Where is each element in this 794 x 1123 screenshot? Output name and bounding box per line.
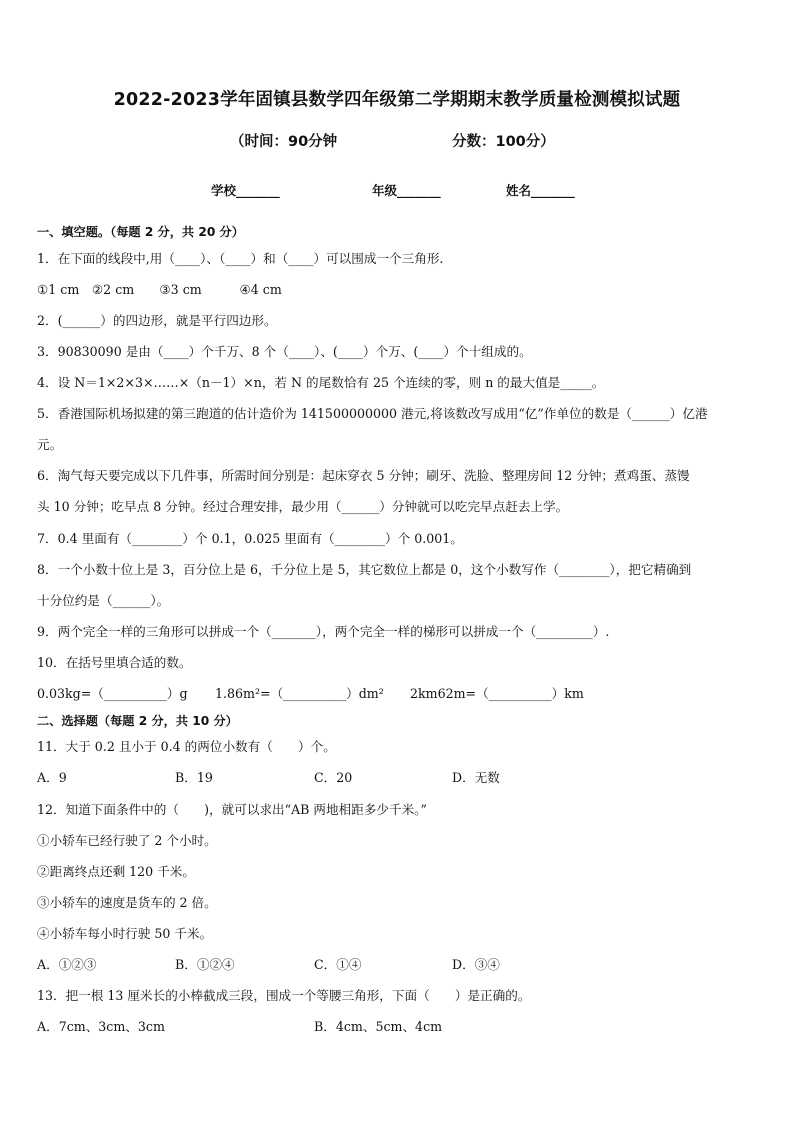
question-7: 7．0.4 里面有（________）个 0.1，0.025 里面有（________）个 0.001。 [37,531,463,546]
name-field: 姓名_______ [506,183,575,198]
question-13-option-b: B．4cm、5cm、4cm [314,1019,443,1034]
question-8-line-2: 十分位约是（______）。 [37,593,170,608]
question-2: 2．(______）的四边形，就是平行四边形。 [37,313,277,328]
question-11-option-b: B．19 [175,770,213,785]
question-11-option-c: C．20 [314,770,353,785]
question-6-line-1: 6．淘气每天要完成以下几件事，所需时间分别是：起床穿衣 5 分钟；刷牙、洗脸、整理房间 12 分钟；煮鸡蛋、蒸馒 [37,468,690,483]
question-12-option-d: D．③④ [452,957,500,972]
question-12-condition-2: ②距离终点还剩 120 千米。 [37,864,195,879]
question-11: 11．大于 0.2 且小于 0.4 的两位小数有（ ）个。 [37,739,336,754]
question-10-item-b: 1.86m²=（__________）dm² [215,686,384,701]
exam-score: 分数：100分） [452,134,555,150]
question-11-option-a: A．9 [37,770,67,785]
section-choice-heading: 二、选择题（每题 2 分，共 10 分） [37,714,238,728]
exam-title: 2022-2023学年固镇县数学四年级第二学期期末教学质量检测模拟试题 [113,90,681,110]
question-12-option-b: B．①②④ [175,957,235,972]
question-12-condition-4: ④小轿车每小时行驶 50 千米。 [37,926,213,941]
question-10-item-a: 0.03kg=（__________）g [37,686,188,701]
question-10-item-c: 2km62m=（__________）km [410,686,584,701]
question-4: 4．设 N＝1×2×3×……×（n－1）×n，若 N 的尾数恰有 25 个连续的零，则 n 的最大值是_____。 [37,375,605,390]
question-11-option-d: D．无数 [452,770,500,785]
question-8-line-1: 8．一个小数十位上是 3，百分位上是 6，千分位上是 5，其它数位上都是 0，这个小数写作（________），把它精确到 [37,562,692,577]
question-1-options: ①1 cm ②2 cm ③3 cm ④4 cm [37,282,282,297]
grade-field: 年级_______ [372,183,441,198]
section-fill-in-heading: 一、填空题。（每题 2 分，共 20 分） [37,225,244,239]
question-3: 3．90830090 是由（____）个千万、8 个（____）、(____）个万、(____）个十组成的。 [37,344,532,359]
exam-time: （时间：90分钟 [230,134,338,150]
question-13: 13．把一根 13 厘米长的小棒截成三段，围成一个等腰三角形，下面（ ）是正确的。 [37,988,531,1003]
question-5-line-1: 5．香港国际机场拟建的第三跑道的估计造价为 141500000000 港元,将该数改写成用“亿”作单位的数是（______）亿港 [37,406,708,421]
question-1: 1．在下面的线段中,用（____）、（____）和（____）可以围成一个三角形. [37,251,444,266]
question-13-option-a: A．7cm、3cm、3cm [37,1019,165,1034]
question-9: 9．两个完全一样的三角形可以拼成一个（_______），两个完全一样的梯形可以拼成一个（_________）. [37,624,610,639]
question-12-condition-1: ①小轿车已经行驶了 2 个小时。 [37,833,217,848]
question-12-option-c: C．①④ [314,957,362,972]
question-12-condition-3: ③小轿车的速度是货车的 2 倍。 [37,895,217,910]
question-12: 12．知道下面条件中的（ )，就可以求出“AB 两地相距多少千米。” [37,802,427,817]
question-10: 10．在括号里填合适的数。 [37,655,192,670]
question-6-line-2: 头 10 分钟；吃早点 8 分钟。经过合理安排，最少用（______）分钟就可以吃完早点赶去上学。 [37,499,569,514]
question-5-line-2: 元。 [37,437,63,452]
question-12-option-a: A．①②③ [37,957,97,972]
school-field: 学校_______ [211,183,280,198]
